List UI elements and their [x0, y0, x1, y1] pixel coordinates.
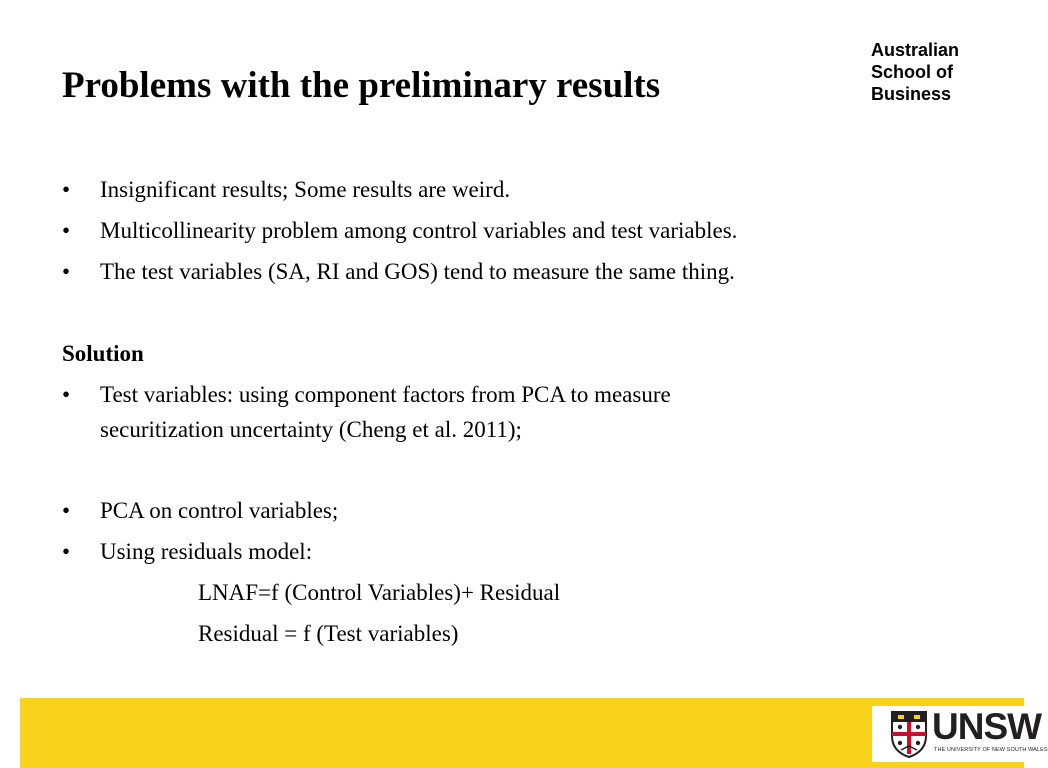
school-name-line: Business	[871, 84, 952, 104]
list-item-text: Multicollinearity problem among control variables and test variables.	[100, 218, 738, 243]
list-item-text: Test variables: using component factors from PCA to measure	[100, 382, 671, 407]
solution-heading: Solution	[62, 341, 144, 366]
list-item-text: The test variables (SA, RI and GOS) tend to measure the same thing.	[100, 259, 735, 284]
bullet-symbol: •	[62, 498, 71, 523]
footer-bar	[20, 698, 1048, 768]
list-item-text: securitization uncertainty (Cheng et al. 2011);	[100, 417, 522, 442]
school-name	[871, 39, 959, 105]
bullet-symbol: •	[62, 539, 71, 564]
unsw-logo	[872, 706, 1048, 762]
logo-wordmark: UNSW	[932, 706, 1042, 747]
list-item-text: Insignificant results; Some results are weird.	[100, 177, 511, 202]
bullet-symbol: •	[62, 177, 71, 202]
equation: LNAF=f (Control Variables)+ Residual	[198, 580, 561, 605]
school-name-line: School of	[871, 62, 953, 82]
crest-icon	[890, 710, 928, 758]
list-item-text: Using residuals model:	[100, 539, 313, 564]
slide-title: Problems with the preliminary results	[62, 65, 661, 106]
list-item-text: PCA on control variables;	[100, 498, 339, 523]
equation: Residual = f (Test variables)	[198, 621, 459, 646]
logo-subtitle: THE UNIVERSITY OF NEW SOUTH WALES	[934, 747, 1048, 753]
school-name-line: Australian	[871, 40, 960, 60]
bullet-symbol: •	[62, 259, 71, 284]
bullet-symbol: •	[62, 218, 71, 243]
bullet-symbol: •	[62, 382, 71, 407]
